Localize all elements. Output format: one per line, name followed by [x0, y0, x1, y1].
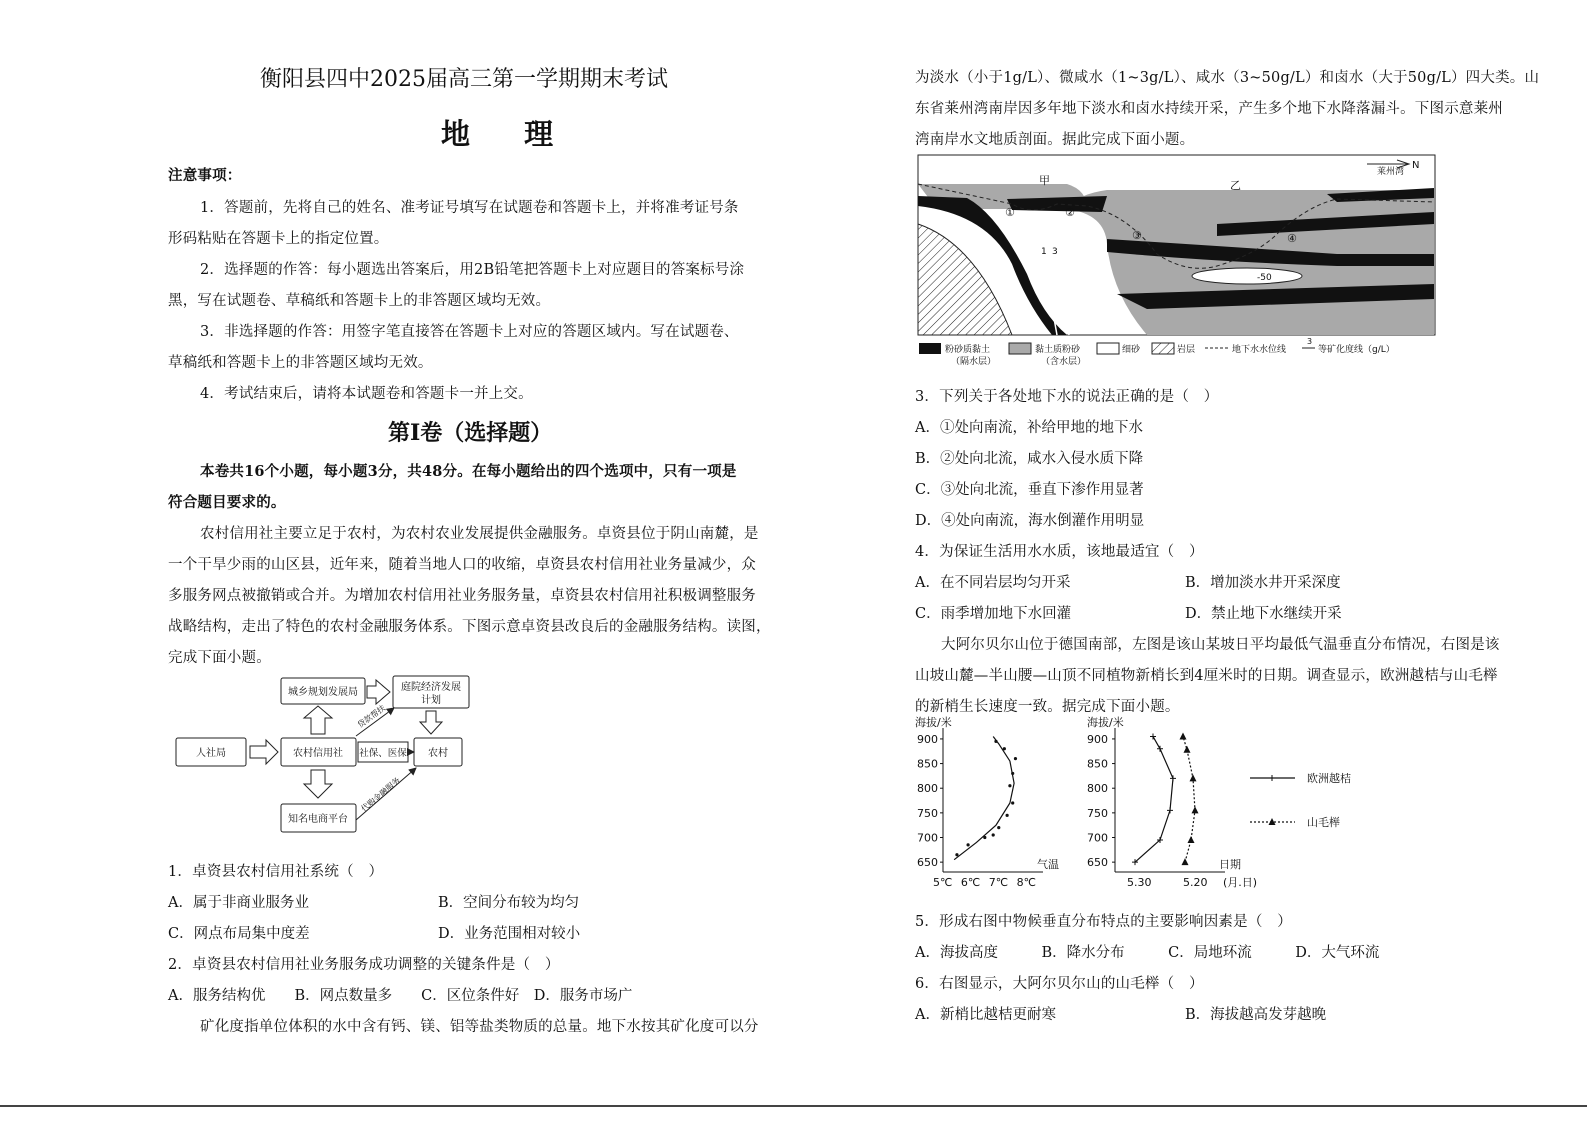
data-point	[992, 833, 995, 836]
passage2-line: 为淡水（小于1g/L）、微咸水（1~3g/L）、咸水（3~50g/L）和卤水（大于50g/L）四大类。山	[915, 70, 1540, 86]
passage2-line: 东省莱州湾南岸因多年地下淡水和卤水持续开采，产生多个地下水降落漏斗。下图示意莱州	[915, 101, 1503, 117]
arrow-credit-ecommerce	[304, 770, 332, 798]
label-agent: 代购金融服务	[359, 775, 403, 814]
passage-line: 完成下面小题。	[168, 650, 271, 666]
y-tick-label: 650	[917, 856, 938, 870]
q3-option-b[interactable]: B．②处向北流，咸水入侵水质下降	[915, 451, 1144, 467]
svg-text:（隔水层）: （隔水层）	[951, 357, 997, 367]
marker-1: ①	[1005, 206, 1015, 219]
notice-line: 4．考试结束后，请将本试题卷和答题卡一并上交。	[200, 386, 533, 402]
marker-4: ④	[1287, 232, 1297, 245]
label-courtyard-2: 计划	[421, 695, 441, 706]
legend-plus	[1269, 775, 1275, 781]
label-courtyard-1: 庭院经济发展	[401, 682, 461, 693]
q4-option-a[interactable]: A．在不同岩层均匀开采	[915, 575, 1071, 591]
page-bottom-border	[0, 1105, 1587, 1107]
x-tick-label: 8℃	[1016, 876, 1036, 889]
y-tick-label: 700	[1087, 831, 1108, 845]
legend-label: 欧洲越桔	[1307, 772, 1351, 785]
q2-options[interactable]: A．服务结构优 B．网点数量多 C．区位条件好 D．服务市场广	[168, 988, 633, 1004]
notice-line: 2．选择题的作答：每小题选出答案后，用2B铅笔把答题卡上对应题目的答案标号涂	[200, 262, 745, 278]
x-tick-label: 5.30	[1127, 876, 1152, 889]
x-tick-label: 5℃	[933, 876, 953, 889]
subject-title: 地 理	[441, 117, 576, 151]
section-intro: 本卷共16个小题，每小题3分，共48分。在每小题给出的四个选项中，只有一项是	[200, 463, 737, 480]
q6-option-a[interactable]: A．新梢比越桔更耐寒	[915, 1007, 1056, 1023]
passage-line: 多服务网点被撤销或合并。为增加农村信用社业务服务量，卓资县农村信用社积极调整服务	[168, 588, 756, 604]
y-tick-label: 800	[917, 782, 938, 796]
y-tick-label: 750	[1087, 806, 1108, 820]
iso-label-1: 1	[1041, 247, 1047, 257]
y-axis-title: 海拔/米	[915, 716, 952, 729]
triangle-marker	[1190, 774, 1197, 781]
data-point	[955, 853, 958, 856]
q3-option-a[interactable]: A．①处向南流，补给甲地的地下水	[915, 420, 1143, 436]
notice-line: 1．答题前，先将自己的姓名、准考证号填写在试题卷和答题卡上，并将准考证号条	[200, 200, 739, 216]
y-tick-label: 800	[1087, 782, 1108, 796]
marker-2: ②	[1065, 206, 1075, 219]
passage-line: 战略结构，走出了特色的农村金融服务体系。下图示意卓资县改良后的金融服务结构。读图，	[168, 619, 771, 635]
marker-3: ③	[1132, 229, 1142, 242]
y-tick-label: 850	[917, 757, 938, 771]
notice-heading: 注意事项：	[168, 167, 242, 184]
plus-marker	[1170, 775, 1176, 781]
svg-text:岩层: 岩层	[1177, 345, 1196, 355]
section-intro: 符合题目要求的。	[168, 494, 286, 511]
passage-line: 农村信用社主要立足于农村，为农村农业发展提供金融服务。卓资县位于阴山南麓，是	[200, 526, 759, 542]
exam-title: 衡阳县四中2025届高三第一学期期末考试	[260, 67, 668, 92]
q1-option-c[interactable]: C．网点布局集中度差	[168, 926, 310, 942]
arrow-courtyard-village	[420, 711, 442, 734]
notice-line: 形码粘贴在答题卡上的指定位置。	[168, 231, 389, 247]
label-village: 农村	[428, 748, 448, 759]
data-point	[966, 843, 969, 846]
triangle-marker	[1188, 836, 1195, 843]
section-title: 第Ⅰ卷（选择题）	[388, 420, 553, 446]
q5-stem: 5．形成右图中物候垂直分布特点的主要影响因素是（ ）	[915, 914, 1292, 930]
y-tick-label: 750	[917, 806, 938, 820]
label-credit: 农村信用社	[293, 748, 343, 759]
y-tick-label: 900	[917, 732, 938, 746]
svg-text:地下水水位线: 地下水水位线	[1232, 345, 1287, 355]
y-tick-label: 900	[1087, 732, 1108, 746]
sand-lens	[1192, 268, 1302, 284]
x-tick-label: 5.20	[1183, 876, 1208, 889]
q4-stem: 4．为保证生活用水水质，该地最适宜（ ）	[915, 544, 1204, 560]
passage2-line: 湾南岸水文地质剖面。据此完成下面小题。	[915, 132, 1195, 148]
iso-label-50: -50	[1257, 273, 1272, 283]
trend-curve	[954, 736, 1014, 859]
plus-marker	[1157, 746, 1163, 752]
passage3-line: 山坡山麓—半山腰—山顶不同植物新梢长到4厘米时的日期。调查显示，欧洲越桔与山毛榉	[915, 668, 1498, 684]
y-tick-label: 850	[1087, 757, 1108, 771]
label-ecommerce: 知名电商平台	[288, 814, 348, 825]
arrow-planning-courtyard	[367, 680, 390, 704]
passage-line: 一个干旱少雨的山区县，近年来，随着当地人口的收缩，卓资县农村信用社业务量减少，众	[168, 557, 756, 573]
x-axis-title: 日期	[1219, 858, 1241, 871]
data-point	[1006, 814, 1009, 817]
q6-option-b[interactable]: B．海拔越高发芽越晚	[1185, 1007, 1327, 1023]
north-label: N	[1412, 160, 1420, 171]
x-tick-label: 6℃	[960, 876, 981, 889]
q3-stem: 3．下列关于各处地下水的说法正确的是（ ）	[915, 389, 1219, 405]
q6-stem: 6．右图显示，大阿尔贝尔山的山毛榉（ ）	[915, 976, 1204, 992]
label-hr: 人社局	[196, 748, 226, 759]
q4-option-c[interactable]: C．雨季增加地下水回灌	[915, 606, 1072, 622]
label-yi: 乙	[1230, 179, 1241, 192]
iso-label-3: 3	[1052, 247, 1058, 257]
passage2-line: 矿化度指单位体积的水中含有钙、镁、铝等盐类物质的总量。地下水按其矿化度可以分	[200, 1019, 759, 1035]
q1-option-d[interactable]: D．业务范围相对较小	[438, 926, 581, 942]
y-tick-label: 650	[1087, 856, 1108, 870]
notice-line: 黑，写在试题卷、草稿纸和答题卡上的非答题区域均无效。	[168, 293, 551, 309]
series-line	[1135, 736, 1173, 862]
q4-option-d[interactable]: D．禁止地下水继续开采	[1185, 606, 1342, 622]
triangle-marker	[1192, 806, 1199, 813]
q1-option-b[interactable]: B．空间分布较为均匀	[438, 895, 580, 911]
legend-label: 山毛榉	[1307, 816, 1340, 829]
label-jia: 甲	[1039, 174, 1050, 187]
data-point	[1014, 757, 1017, 760]
plus-marker	[1150, 733, 1156, 739]
financial-service-diagram	[168, 672, 478, 842]
triangle-marker	[1180, 732, 1187, 739]
label-insurance: 社保、医保	[359, 748, 407, 759]
notice-line: 3．非选择题的作答：用签字笔直接答在答题卡上对应的答题区域内。写在试题卷、	[200, 324, 739, 340]
svg-text:黏土质粉砂: 黏土质粉砂	[1035, 345, 1081, 355]
passage3-line: 大阿尔贝尔山位于德国南部，左图是该山某坡日平均最低气温垂直分布情况，右图是该	[941, 637, 1500, 653]
svg-text:等矿化度线（g/L）: 等矿化度线（g/L）	[1318, 345, 1395, 355]
label-planning: 城乡规划发展局	[288, 687, 358, 698]
svg-text:3: 3	[1307, 337, 1313, 346]
q1-stem: 1．卓资县农村信用社系统（ ）	[168, 864, 384, 880]
svg-text:细砂: 细砂	[1122, 345, 1141, 355]
section-legend	[919, 337, 1395, 367]
q1-option-a[interactable]: A．属于非商业服务业	[168, 895, 309, 911]
notice-line: 草稿纸和答题卡上的非答题区域均无效。	[168, 355, 433, 371]
phenology-charts	[915, 712, 1565, 892]
bay-label: 莱州湾	[1377, 167, 1405, 177]
q2-stem: 2．卓资县农村信用社业务服务成功调整的关键条件是（ ）	[168, 957, 560, 973]
data-point	[1011, 801, 1014, 804]
y-tick-label: 700	[917, 831, 938, 845]
svg-text:粉砂质黏土: 粉砂质黏土	[945, 345, 991, 355]
q4-option-b[interactable]: B．增加淡水井开采深度	[1185, 575, 1341, 591]
label-loan: 贷款帮扶	[355, 703, 388, 730]
x-axis-title: 气温	[1037, 858, 1059, 871]
arrow-hr-credit	[250, 740, 278, 764]
svg-text:（含水层）: （含水层）	[1041, 357, 1087, 367]
passage3-line: 的新梢生长速度一致。据完成下面小题。	[915, 699, 1180, 715]
q5-options[interactable]: A．海拔高度 B．降水分布 C．局地环流 D．大气环流	[915, 945, 1380, 961]
x-tick-label: 7℃	[988, 876, 1009, 889]
x-axis-unit: (月.日)	[1223, 876, 1258, 889]
series-line	[1183, 736, 1195, 862]
triangle-marker	[1182, 858, 1189, 865]
q3-option-c[interactable]: C．③处向北流，垂直下渗作用显著	[915, 482, 1144, 498]
plus-marker	[1167, 807, 1173, 813]
data-point	[997, 826, 1000, 829]
q3-option-d[interactable]: D．④处向南流，海水倒灌作用明显	[915, 513, 1145, 529]
y-axis-title: 海拔/米	[1087, 716, 1124, 729]
triangle-marker	[1184, 746, 1191, 753]
arrow-credit-planning	[304, 706, 332, 734]
data-point	[1008, 784, 1011, 787]
hydro-section-figure	[917, 154, 1437, 369]
